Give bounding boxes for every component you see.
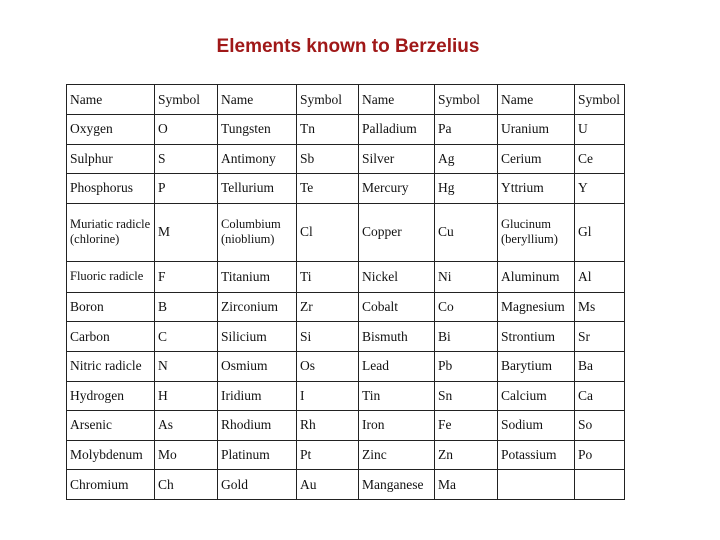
element-symbol: Po [575, 440, 625, 470]
element-name: Iridium [218, 381, 297, 411]
element-name: Aluminum [498, 261, 575, 292]
element-symbol: Rh [297, 411, 359, 441]
element-name: Carbon [67, 322, 155, 352]
element-symbol: U [575, 115, 625, 145]
element-name: Oxygen [67, 115, 155, 145]
element-name: Sodium [498, 411, 575, 441]
table-row [67, 261, 625, 292]
column-header-symbol: Symbol [575, 85, 625, 115]
element-symbol: Pb [435, 351, 498, 381]
element-symbol: Y [575, 174, 625, 204]
element-name [498, 470, 575, 500]
elements-table [66, 84, 625, 500]
element-symbol: Cu [435, 203, 498, 261]
column-header-symbol: Symbol [297, 85, 359, 115]
column-header-symbol: Symbol [435, 85, 498, 115]
element-name: Potassium [498, 440, 575, 470]
element-name: Sulphur [67, 144, 155, 174]
table-row [67, 381, 625, 411]
element-symbol: Zr [297, 292, 359, 322]
table-row [67, 322, 625, 352]
element-name: Barytium [498, 351, 575, 381]
element-name: Cerium [498, 144, 575, 174]
element-symbol: N [155, 351, 218, 381]
element-name: Strontium [498, 322, 575, 352]
element-symbol: As [155, 411, 218, 441]
element-symbol: Ch [155, 470, 218, 500]
element-name: Chromium [67, 470, 155, 500]
element-name: Titanium [218, 261, 297, 292]
element-symbol: F [155, 261, 218, 292]
element-symbol: Zn [435, 440, 498, 470]
element-symbol: M [155, 203, 218, 261]
element-name: Tin [359, 381, 435, 411]
element-symbol: S [155, 144, 218, 174]
table-body [67, 115, 625, 500]
element-symbol: Ni [435, 261, 498, 292]
table-row [67, 115, 625, 145]
element-symbol: Fe [435, 411, 498, 441]
table-row [67, 292, 625, 322]
column-header-name: Name [359, 85, 435, 115]
table-header [67, 85, 625, 115]
element-symbol [575, 470, 625, 500]
element-symbol: Tn [297, 115, 359, 145]
element-symbol: Ag [435, 144, 498, 174]
element-symbol: Pa [435, 115, 498, 145]
element-symbol: Ce [575, 144, 625, 174]
table-row [67, 351, 625, 381]
element-name: Boron [67, 292, 155, 322]
element-name: Zinc [359, 440, 435, 470]
column-header-name: Name [218, 85, 297, 115]
element-symbol: Bi [435, 322, 498, 352]
element-name: Mercury [359, 174, 435, 204]
element-name: Tellurium [218, 174, 297, 204]
element-symbol: C [155, 322, 218, 352]
element-symbol: Ba [575, 351, 625, 381]
header-row [67, 85, 625, 115]
element-name: Lead [359, 351, 435, 381]
element-symbol: P [155, 174, 218, 204]
table-row [67, 174, 625, 204]
element-name: Antimony [218, 144, 297, 174]
element-symbol: Hg [435, 174, 498, 204]
element-symbol: Ms [575, 292, 625, 322]
element-symbol: O [155, 115, 218, 145]
element-symbol: Ti [297, 261, 359, 292]
element-name: Manganese [359, 470, 435, 500]
element-name: Hydrogen [67, 381, 155, 411]
element-name: Copper [359, 203, 435, 261]
element-symbol: Gl [575, 203, 625, 261]
element-name: Arsenic [67, 411, 155, 441]
table-row [67, 203, 625, 261]
element-symbol: Sn [435, 381, 498, 411]
element-name: Tungsten [218, 115, 297, 145]
element-name: Silver [359, 144, 435, 174]
table-row [67, 440, 625, 470]
element-symbol: Si [297, 322, 359, 352]
element-name: Cobalt [359, 292, 435, 322]
element-name: Iron [359, 411, 435, 441]
element-symbol: Sr [575, 322, 625, 352]
element-symbol: H [155, 381, 218, 411]
element-name: Nickel [359, 261, 435, 292]
element-name: Bismuth [359, 322, 435, 352]
element-symbol: Au [297, 470, 359, 500]
element-symbol: Ma [435, 470, 498, 500]
element-symbol: Mo [155, 440, 218, 470]
element-name: Uranium [498, 115, 575, 145]
table-row [67, 144, 625, 174]
table-row [67, 411, 625, 441]
element-name: Molybdenum [67, 440, 155, 470]
element-symbol: Cl [297, 203, 359, 261]
element-name: Nitric radicle [67, 351, 155, 381]
element-name: Gold [218, 470, 297, 500]
element-symbol: Os [297, 351, 359, 381]
column-header-name: Name [67, 85, 155, 115]
element-name: Magnesium [498, 292, 575, 322]
element-name: Palladium [359, 115, 435, 145]
page-title: Elements known to Berzelius [216, 36, 480, 57]
element-name: Osmium [218, 351, 297, 381]
element-symbol: Te [297, 174, 359, 204]
element-name: Rhodium [218, 411, 297, 441]
element-name: Zirconium [218, 292, 297, 322]
element-name: Glucinum (beryllium) [498, 203, 575, 261]
element-symbol: Pt [297, 440, 359, 470]
element-name: Fluoric radicle [67, 261, 155, 292]
column-header-name: Name [498, 85, 575, 115]
element-symbol: Co [435, 292, 498, 322]
element-name: Silicium [218, 322, 297, 352]
element-symbol: I [297, 381, 359, 411]
element-name: Calcium [498, 381, 575, 411]
element-symbol: B [155, 292, 218, 322]
element-symbol: Al [575, 261, 625, 292]
table-row [67, 470, 625, 500]
element-symbol: Ca [575, 381, 625, 411]
element-name: Platinum [218, 440, 297, 470]
element-name: Columbium (nioblium) [218, 203, 297, 261]
element-symbol: Sb [297, 144, 359, 174]
element-name: Yttrium [498, 174, 575, 204]
element-name: Muriatic radicle (chlorine) [67, 203, 155, 261]
element-name: Phosphorus [67, 174, 155, 204]
column-header-symbol: Symbol [155, 85, 218, 115]
element-symbol: So [575, 411, 625, 441]
